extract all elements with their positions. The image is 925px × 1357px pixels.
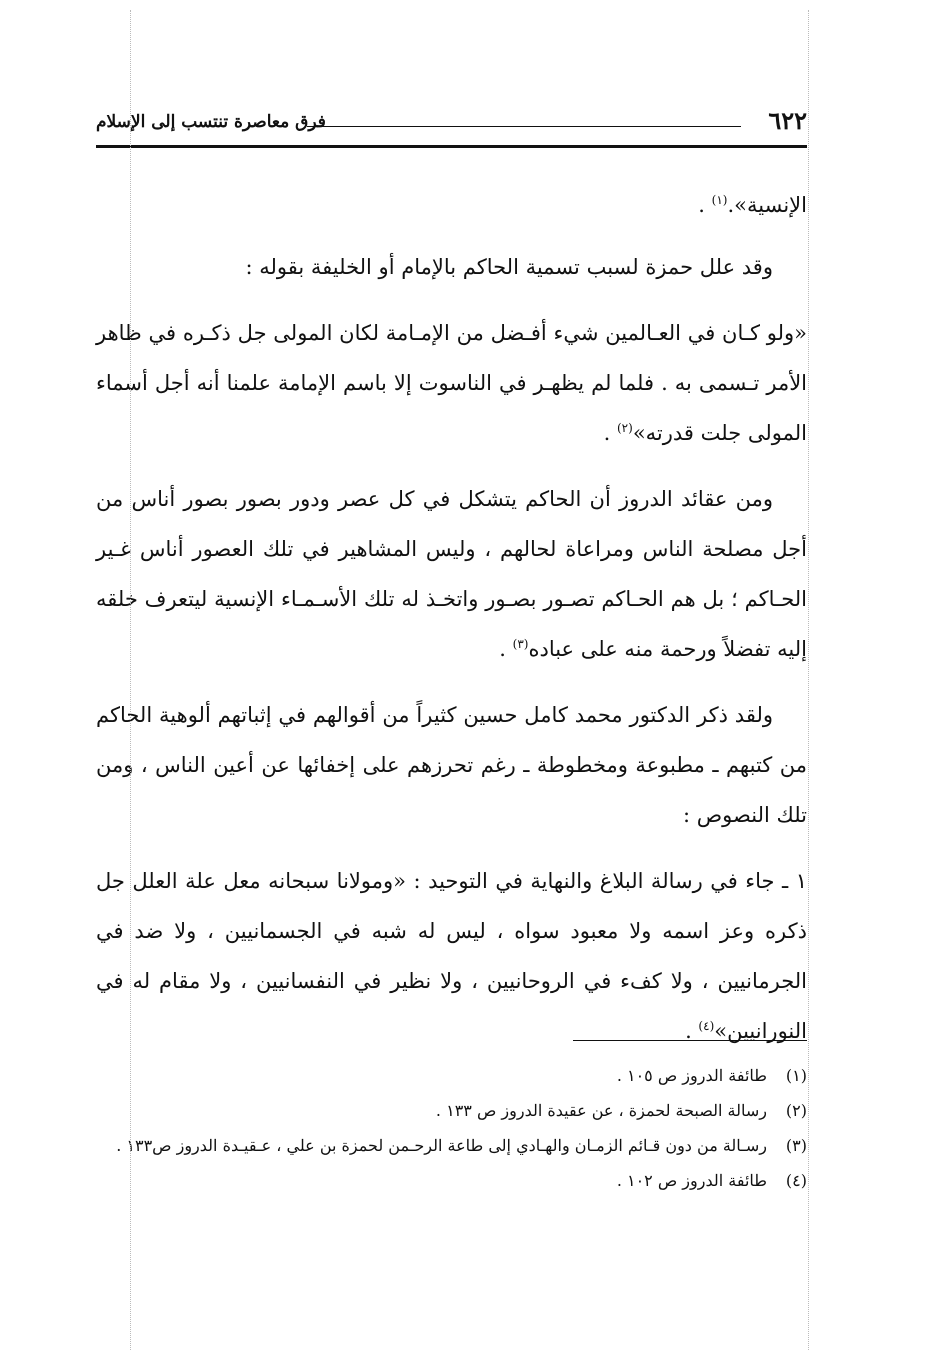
paragraph-3-quote: «ولو كـان في العـالمين شيء أفـضل من الإمـامة لكان المولى جل ذكـره في ظاهر الأمر تـسمى به . فلما لم يظهـر في الناسوت إلا باسم الإمامة علمنا أنه أجل أسماء المولى جلت قدرته»$^{(٢)}$ . [96,321,807,445]
footnote-ref-3: (٣) [512,637,529,651]
scan-artifact-line [130,10,132,1350]
footnote-number: (١) [785,1066,807,1085]
footnote-ref-4: (٤) [698,1019,715,1033]
page-number: ٦٢٢ [768,106,807,135]
footnote-separator [573,1040,807,1041]
paragraph-1: الإنسية».$^{(١)}$ . [698,193,807,217]
footnote-text: رسالة الصبحة لحمزة ، عن عقيدة الدروز ص ١٣٣ . [435,1101,767,1120]
footnote-1 [96,1062,807,1089]
footnote-text: رسـالة من دون قـائم الزمـان والهـادي إلى طاعة الرحـمن لحمزة بن علي ، عـقيـدة الدروز ص١٣٣ . [116,1136,767,1155]
main-text [96,180,807,1072]
footnote-ref-2: (٢) [616,421,633,435]
footnote-3 [96,1132,807,1159]
scan-artifact-line [808,10,810,1350]
footnote-number: (٢) [785,1101,807,1120]
paragraph-4: ومن عقائد الدروز أن الحاكم يتشكل في كل عصر ودور بصور بصور أناس من أجل مصلحة الناس ومراعاة لحالهم ، وليس المشاهير في تلك العصور أناس غـير الحـاكم ؛ بل هم الحـاكم تصـور بصـور واتخـذ له تلك الأسـمـاء الإنسية ليتعرف خلقه إليه تفضلاً ورحمة منه على عباده$^{(٣)}$ . [96,487,807,661]
running-title: فرق معاصرة تنتسب إلى الإسلام [96,112,326,132]
header-divider [96,145,807,148]
header-rule [307,126,741,127]
footnote-text: طائفة الدروز ص ١٠٢ . [616,1171,767,1190]
footnotes [96,1062,807,1202]
footnote-ref-1: (١) [711,193,728,207]
page-header [96,104,807,146]
footnote-4 [96,1167,807,1194]
footnote-number: (٤) [785,1171,807,1190]
footnote-2 [96,1097,807,1124]
paragraph-2: وقد علل حمزة لسبب تسمية الحاكم بالإمام أو الخليفة بقوله : [245,255,773,279]
paragraph-6-quote: ١ ـ جاء في رسالة البلاغ والنهاية في التوحيد : «ومولانا سبحانه معل علة العلل جل ذكره وعز اسمه ولا معبود سواه ، ليس له شبه في الجسمانيين ، ولا ضد في الجرمانيين ، ولا كفء في الروحانيين ، ولا نظير في النفسانيين ، ولا مقام له في النورانيين»$^{(٤)}$ . [96,869,807,1043]
footnote-number: (٣) [785,1136,807,1155]
paragraph-5: ولقد ذكر الدكتور محمد كامل حسين كثيراً من أقوالهم في إثباتهم ألوهية الحاكم من كتبهم ـ مطبوعة ومخطوطة ـ رغم تحرزهم على إخفائها عن أعين الناس ، ومن تلك النصوص : [96,703,807,827]
footnote-text: طائفة الدروز ص ١٠٥ . [616,1066,767,1085]
